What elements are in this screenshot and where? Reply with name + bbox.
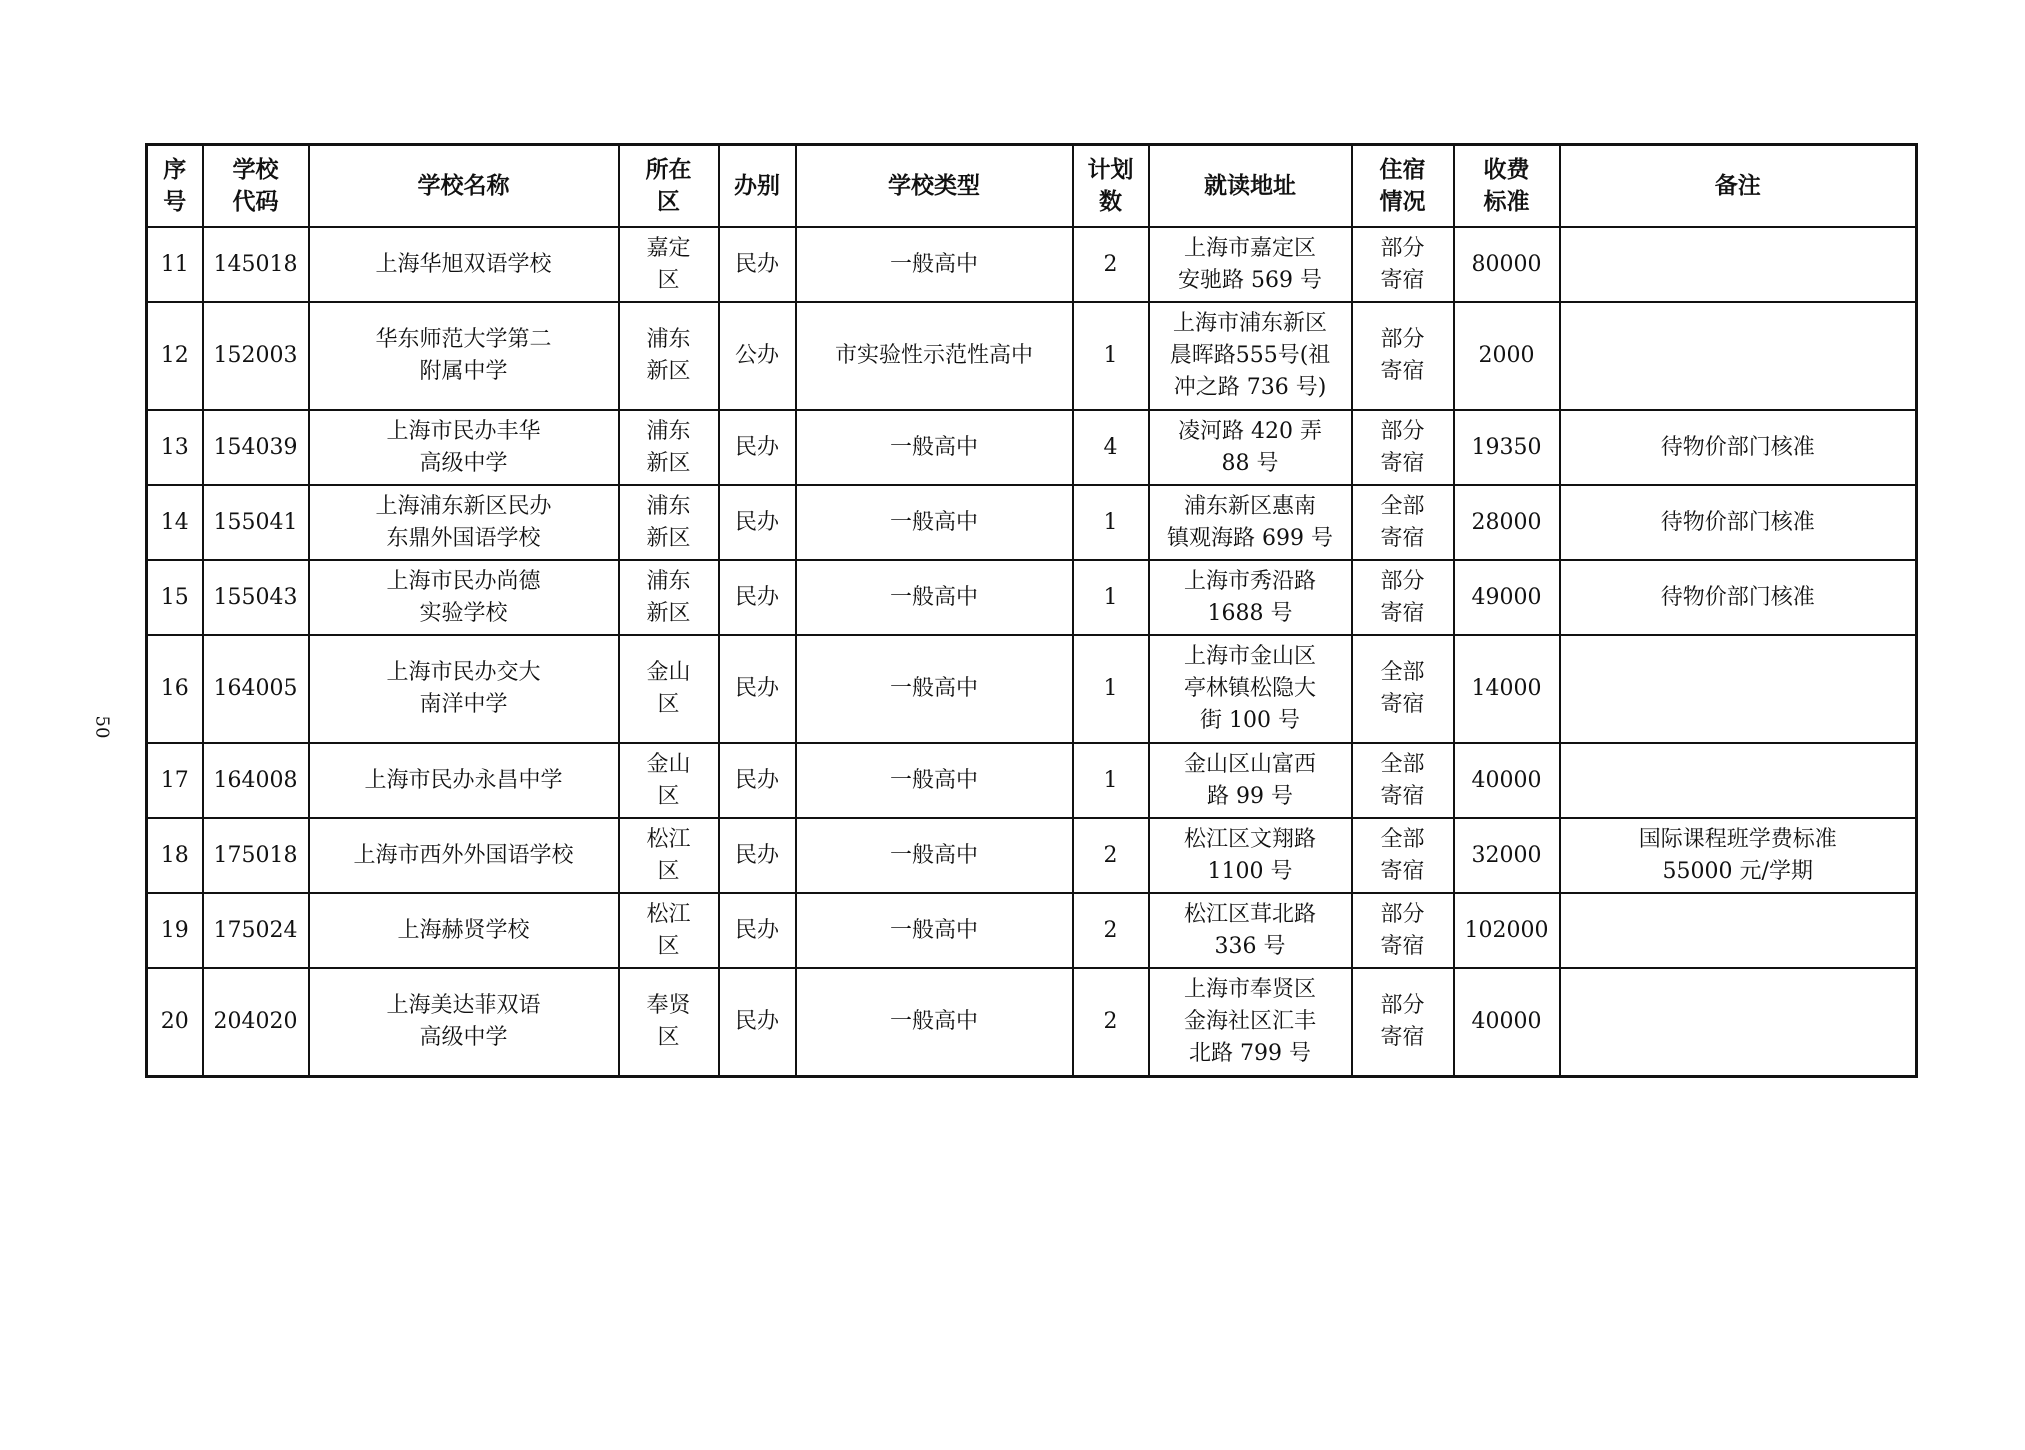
cell-ownership: 民办: [719, 968, 796, 1076]
cell-ownership: 公办: [719, 302, 796, 410]
cell-note: [1560, 968, 1917, 1076]
cell-note: 待物价部门核准: [1560, 560, 1917, 635]
cell-ownership: 民办: [719, 560, 796, 635]
cell-school-name: 上海市民办永昌中学: [309, 743, 619, 818]
cell-boarding: 全部 寄宿: [1352, 818, 1454, 893]
cell-plan-count: 2: [1073, 968, 1149, 1076]
cell-plan-count: 2: [1073, 893, 1149, 968]
cell-school-type: 一般高中: [796, 485, 1073, 560]
cell-school-code: 175018: [203, 818, 309, 893]
cell-plan-count: 4: [1073, 410, 1149, 485]
cell-boarding: 部分 寄宿: [1352, 227, 1454, 302]
header-fee: 收费 标准: [1454, 145, 1560, 228]
cell-seq: 12: [147, 302, 203, 410]
cell-school-type: 一般高中: [796, 635, 1073, 743]
cell-fee: 28000: [1454, 485, 1560, 560]
cell-school-type: 一般高中: [796, 410, 1073, 485]
cell-note: [1560, 893, 1917, 968]
cell-boarding: 部分 寄宿: [1352, 302, 1454, 410]
cell-fee: 102000: [1454, 893, 1560, 968]
cell-school-type: 一般高中: [796, 818, 1073, 893]
cell-seq: 17: [147, 743, 203, 818]
header-boarding: 住宿 情况: [1352, 145, 1454, 228]
cell-address: 凌河路 420 弄 88 号: [1149, 410, 1352, 485]
cell-fee: 14000: [1454, 635, 1560, 743]
cell-school-code: 204020: [203, 968, 309, 1076]
table-row: [147, 302, 1917, 410]
cell-ownership: 民办: [719, 743, 796, 818]
cell-address: 上海市嘉定区 安驰路 569 号: [1149, 227, 1352, 302]
cell-seq: 11: [147, 227, 203, 302]
header-plan-count: 计划 数: [1073, 145, 1149, 228]
cell-ownership: 民办: [719, 893, 796, 968]
header-seq: 序 号: [147, 145, 203, 228]
cell-district: 嘉定 区: [619, 227, 719, 302]
cell-school-type: 一般高中: [796, 893, 1073, 968]
header-address: 就读地址: [1149, 145, 1352, 228]
cell-school-name: 上海美达菲双语 高级中学: [309, 968, 619, 1076]
cell-plan-count: 2: [1073, 227, 1149, 302]
table-row: [147, 410, 1917, 485]
cell-seq: 20: [147, 968, 203, 1076]
cell-school-name: 上海市民办交大 南洋中学: [309, 635, 619, 743]
cell-note: 待物价部门核准: [1560, 485, 1917, 560]
cell-school-code: 154039: [203, 410, 309, 485]
cell-boarding: 部分 寄宿: [1352, 893, 1454, 968]
cell-boarding: 部分 寄宿: [1352, 410, 1454, 485]
cell-address: 松江区文翔路 1100 号: [1149, 818, 1352, 893]
cell-school-code: 155041: [203, 485, 309, 560]
header-row: [147, 145, 1917, 228]
cell-seq: 15: [147, 560, 203, 635]
cell-boarding: 全部 寄宿: [1352, 743, 1454, 818]
cell-district: 浦东 新区: [619, 302, 719, 410]
cell-plan-count: 2: [1073, 818, 1149, 893]
cell-school-code: 145018: [203, 227, 309, 302]
cell-note: 待物价部门核准: [1560, 410, 1917, 485]
cell-seq: 13: [147, 410, 203, 485]
cell-boarding: 全部 寄宿: [1352, 485, 1454, 560]
table-row: [147, 743, 1917, 818]
cell-school-name: 上海市民办丰华 高级中学: [309, 410, 619, 485]
table-row: [147, 227, 1917, 302]
cell-fee: 49000: [1454, 560, 1560, 635]
table-row: [147, 818, 1917, 893]
table-row: [147, 635, 1917, 743]
cell-district: 金山 区: [619, 743, 719, 818]
cell-ownership: 民办: [719, 635, 796, 743]
cell-district: 松江 区: [619, 818, 719, 893]
cell-seq: 16: [147, 635, 203, 743]
cell-district: 浦东 新区: [619, 560, 719, 635]
cell-school-name: 上海市西外外国语学校: [309, 818, 619, 893]
cell-ownership: 民办: [719, 818, 796, 893]
table-row: [147, 893, 1917, 968]
cell-fee: 2000: [1454, 302, 1560, 410]
cell-district: 浦东 新区: [619, 485, 719, 560]
cell-school-type: 一般高中: [796, 560, 1073, 635]
header-school-name: 学校名称: [309, 145, 619, 228]
cell-district: 松江 区: [619, 893, 719, 968]
cell-address: 上海市金山区 亭林镇松隐大 街 100 号: [1149, 635, 1352, 743]
cell-address: 金山区山富西 路 99 号: [1149, 743, 1352, 818]
header-ownership: 办别: [719, 145, 796, 228]
cell-school-type: 一般高中: [796, 227, 1073, 302]
header-district: 所在 区: [619, 145, 719, 228]
cell-ownership: 民办: [719, 410, 796, 485]
cell-boarding: 部分 寄宿: [1352, 560, 1454, 635]
cell-fee: 32000: [1454, 818, 1560, 893]
cell-address: 浦东新区惠南 镇观海路 699 号: [1149, 485, 1352, 560]
cell-seq: 18: [147, 818, 203, 893]
cell-school-type: 一般高中: [796, 743, 1073, 818]
cell-boarding: 全部 寄宿: [1352, 635, 1454, 743]
header-school-type: 学校类型: [796, 145, 1073, 228]
cell-address: 松江区茸北路 336 号: [1149, 893, 1352, 968]
cell-note: [1560, 302, 1917, 410]
cell-school-name: 上海浦东新区民办 东鼎外国语学校: [309, 485, 619, 560]
cell-school-type: 一般高中: [796, 968, 1073, 1076]
cell-fee: 80000: [1454, 227, 1560, 302]
cell-school-code: 155043: [203, 560, 309, 635]
cell-seq: 19: [147, 893, 203, 968]
cell-district: 奉贤 区: [619, 968, 719, 1076]
cell-fee: 19350: [1454, 410, 1560, 485]
header-note: 备注: [1560, 145, 1917, 228]
cell-school-name: 上海赫贤学校: [309, 893, 619, 968]
cell-school-code: 152003: [203, 302, 309, 410]
table-row: [147, 485, 1917, 560]
cell-school-name: 上海市民办尚德 实验学校: [309, 560, 619, 635]
page-number: 50: [91, 715, 113, 739]
cell-school-name: 上海华旭双语学校: [309, 227, 619, 302]
school-table: [145, 143, 1918, 1078]
cell-fee: 40000: [1454, 968, 1560, 1076]
cell-note: [1560, 227, 1917, 302]
cell-school-code: 164005: [203, 635, 309, 743]
cell-plan-count: 1: [1073, 635, 1149, 743]
cell-plan-count: 1: [1073, 485, 1149, 560]
cell-note: [1560, 743, 1917, 818]
cell-address: 上海市浦东新区 晨晖路555号(祖 冲之路 736 号): [1149, 302, 1352, 410]
cell-district: 浦东 新区: [619, 410, 719, 485]
table-row: [147, 968, 1917, 1076]
cell-address: 上海市奉贤区 金海社区汇丰 北路 799 号: [1149, 968, 1352, 1076]
cell-note: [1560, 635, 1917, 743]
table-header: [147, 145, 1917, 228]
cell-address: 上海市秀沿路 1688 号: [1149, 560, 1352, 635]
cell-school-name: 华东师范大学第二 附属中学: [309, 302, 619, 410]
cell-school-type: 市实验性示范性高中: [796, 302, 1073, 410]
header-school-code: 学校 代码: [203, 145, 309, 228]
table-row: [147, 560, 1917, 635]
cell-ownership: 民办: [719, 485, 796, 560]
cell-school-code: 164008: [203, 743, 309, 818]
cell-fee: 40000: [1454, 743, 1560, 818]
cell-plan-count: 1: [1073, 560, 1149, 635]
table-body: [147, 227, 1917, 1076]
cell-school-code: 175024: [203, 893, 309, 968]
cell-district: 金山 区: [619, 635, 719, 743]
cell-ownership: 民办: [719, 227, 796, 302]
cell-seq: 14: [147, 485, 203, 560]
cell-note: 国际课程班学费标准 55000 元/学期: [1560, 818, 1917, 893]
cell-plan-count: 1: [1073, 743, 1149, 818]
cell-boarding: 部分 寄宿: [1352, 968, 1454, 1076]
cell-plan-count: 1: [1073, 302, 1149, 410]
